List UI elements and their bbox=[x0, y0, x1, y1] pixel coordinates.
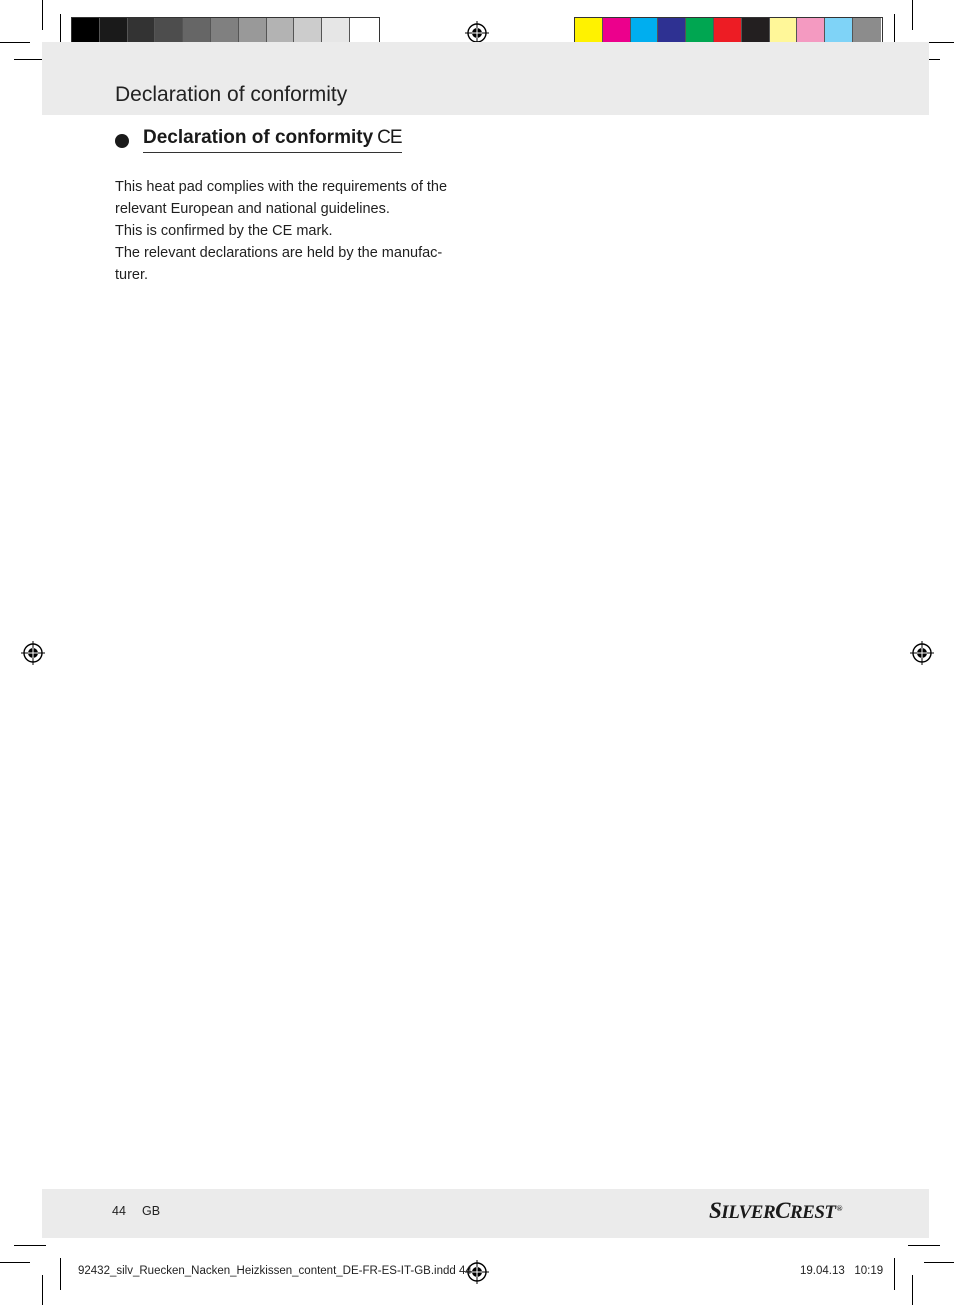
color-swatch bbox=[350, 18, 378, 45]
color-swatch bbox=[853, 18, 881, 45]
body-line: relevant European and national guidelines. bbox=[115, 201, 390, 217]
color-swatch bbox=[797, 18, 825, 45]
color-swatch bbox=[322, 18, 350, 45]
color-swatch bbox=[211, 18, 239, 45]
page-number: 44 bbox=[112, 1204, 126, 1218]
crop-mark bbox=[912, 0, 913, 30]
crop-mark bbox=[924, 1262, 954, 1263]
color-swatch bbox=[770, 18, 798, 45]
crop-mark bbox=[894, 1258, 895, 1290]
color-swatch bbox=[658, 18, 686, 45]
crop-mark bbox=[0, 1262, 30, 1263]
registration-mark-icon bbox=[910, 641, 934, 665]
color-swatch bbox=[294, 18, 322, 45]
color-swatch bbox=[72, 18, 100, 45]
crop-mark bbox=[912, 1275, 913, 1305]
section-heading-text: Declaration of conformity bbox=[143, 127, 374, 148]
slug-filename: 92432_silv_Ruecken_Nacken_Heizkissen_content_DE-FR-ES-IT-GB.indd 44 bbox=[78, 1265, 472, 1277]
crop-mark bbox=[60, 1258, 61, 1290]
language-code: GB bbox=[142, 1204, 161, 1218]
crop-mark bbox=[42, 0, 43, 30]
color-swatch bbox=[825, 18, 853, 45]
color-swatch bbox=[267, 18, 295, 45]
section-heading bbox=[143, 127, 402, 153]
body-text bbox=[115, 176, 475, 286]
color-swatch bbox=[742, 18, 770, 45]
color-swatch bbox=[239, 18, 267, 45]
color-swatch bbox=[183, 18, 211, 45]
color-swatch bbox=[603, 18, 631, 45]
slug-timestamp: 19.04.13 10:19 bbox=[800, 1265, 884, 1277]
crop-mark bbox=[0, 42, 30, 43]
body-line: turer. bbox=[115, 267, 149, 283]
crop-mark bbox=[14, 1245, 46, 1246]
ce-mark-icon: CE bbox=[377, 127, 402, 148]
registration-mark-icon bbox=[21, 641, 45, 665]
brand-logo: SILVERCREST® bbox=[709, 1198, 842, 1223]
crop-mark bbox=[42, 1275, 43, 1305]
color-swatch bbox=[714, 18, 742, 45]
body-line: This heat pad complies with the requirements of the bbox=[115, 179, 448, 195]
body-line: This is confirmed by the CE mark. bbox=[115, 223, 333, 239]
color-swatch bbox=[686, 18, 714, 45]
body-line: The relevant declarations are held by the manufac- bbox=[115, 245, 443, 261]
crop-mark bbox=[908, 1245, 940, 1246]
color-swatch bbox=[575, 18, 603, 45]
color-swatch bbox=[128, 18, 156, 45]
color-swatch bbox=[100, 18, 128, 45]
bullet-icon bbox=[115, 134, 129, 148]
color-swatch bbox=[631, 18, 659, 45]
color-swatch bbox=[155, 18, 183, 45]
page-title: Declaration of conformity bbox=[115, 83, 348, 106]
